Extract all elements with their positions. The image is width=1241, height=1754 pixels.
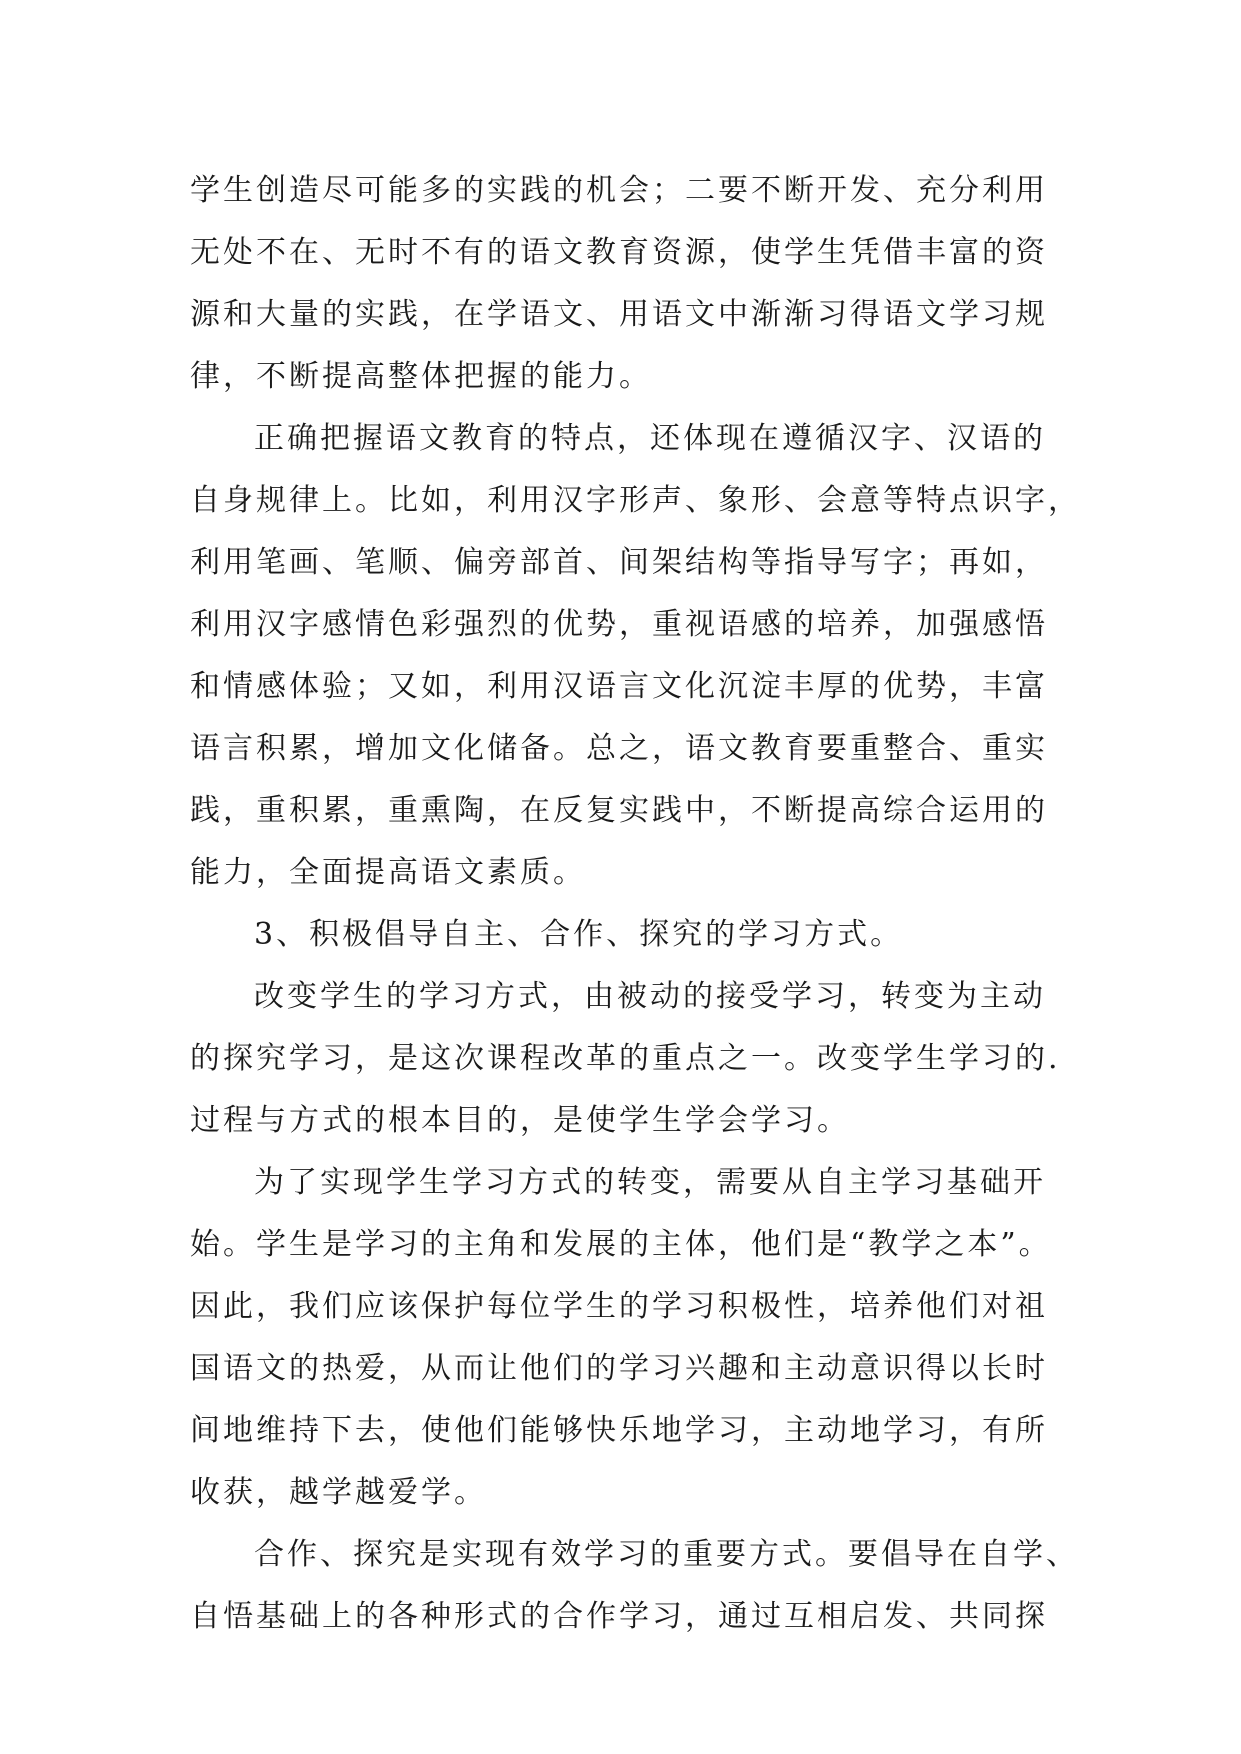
text-line: 无处不在、无时不有的语文教育资源，使学生凭借丰富的资 <box>190 235 1048 270</box>
text-line: 收获，越学越爱学。 <box>190 1475 487 1510</box>
text-line: 为了实现学生学习方式的转变，需要从自主学习基础开 <box>254 1165 1046 1200</box>
text-line: 源和大量的实践，在学语文、用语文中渐渐习得语文学习规 <box>190 297 1048 332</box>
text-line: 利用汉字感情色彩强烈的优势，重视语感的培养，加强感悟 <box>190 607 1048 642</box>
text-line: 自悟基础上的各种形式的合作学习，通过互相启发、共同探 <box>190 1599 1048 1634</box>
text-line: 过程与方式的根本目的，是使学生学会学习。 <box>190 1103 850 1138</box>
text-line: 自身规律上。比如，利用汉字形声、象形、会意等特点识字， <box>190 483 1081 518</box>
section-heading: 3、积极倡导自主、合作、探究的学习方式。 <box>254 917 904 952</box>
text-line: 合作、探究是实现有效学习的重要方式。要倡导在自学、 <box>254 1537 1079 1572</box>
text-line: 因此，我们应该保护每位学生的学习积极性，培养他们对祖 <box>190 1289 1048 1324</box>
body-text <box>190 160 1090 1648</box>
text-line: 学生创造尽可能多的实践的机会；二要不断开发、充分利用 <box>190 173 1048 208</box>
text-line: 国语文的热爱，从而让他们的学习兴趣和主动意识得以长时 <box>190 1351 1048 1386</box>
text-line: 语言积累，增加文化储备。总之，语文教育要重整合、重实 <box>190 731 1048 766</box>
text-line: 能力，全面提高语文素质。 <box>190 855 586 890</box>
text-line: 利用笔画、笔顺、偏旁部首、间架结构等指导写字；再如， <box>190 545 1048 580</box>
text-line: 和情感体验；又如，利用汉语言文化沉淀丰厚的优势，丰富 <box>190 669 1048 704</box>
text-line: 改变学生的学习方式，由被动的接受学习，转变为主动 <box>254 979 1046 1014</box>
text-line: 的探究学习，是这次课程改革的重点之一。改变学生学习的. <box>190 1041 1061 1076</box>
text-line: 践，重积累，重熏陶，在反复实践中，不断提高综合运用的 <box>190 793 1048 828</box>
text-line: 始。学生是学习的主角和发展的主体，他们是“教学之本”。 <box>190 1227 1052 1262</box>
text-line: 正确把握语文教育的特点，还体现在遵循汉字、汉语的 <box>254 421 1046 456</box>
text-line: 律，不断提高整体把握的能力。 <box>190 359 652 394</box>
text-line: 间地维持下去，使他们能够快乐地学习，主动地学习，有所 <box>190 1413 1048 1448</box>
